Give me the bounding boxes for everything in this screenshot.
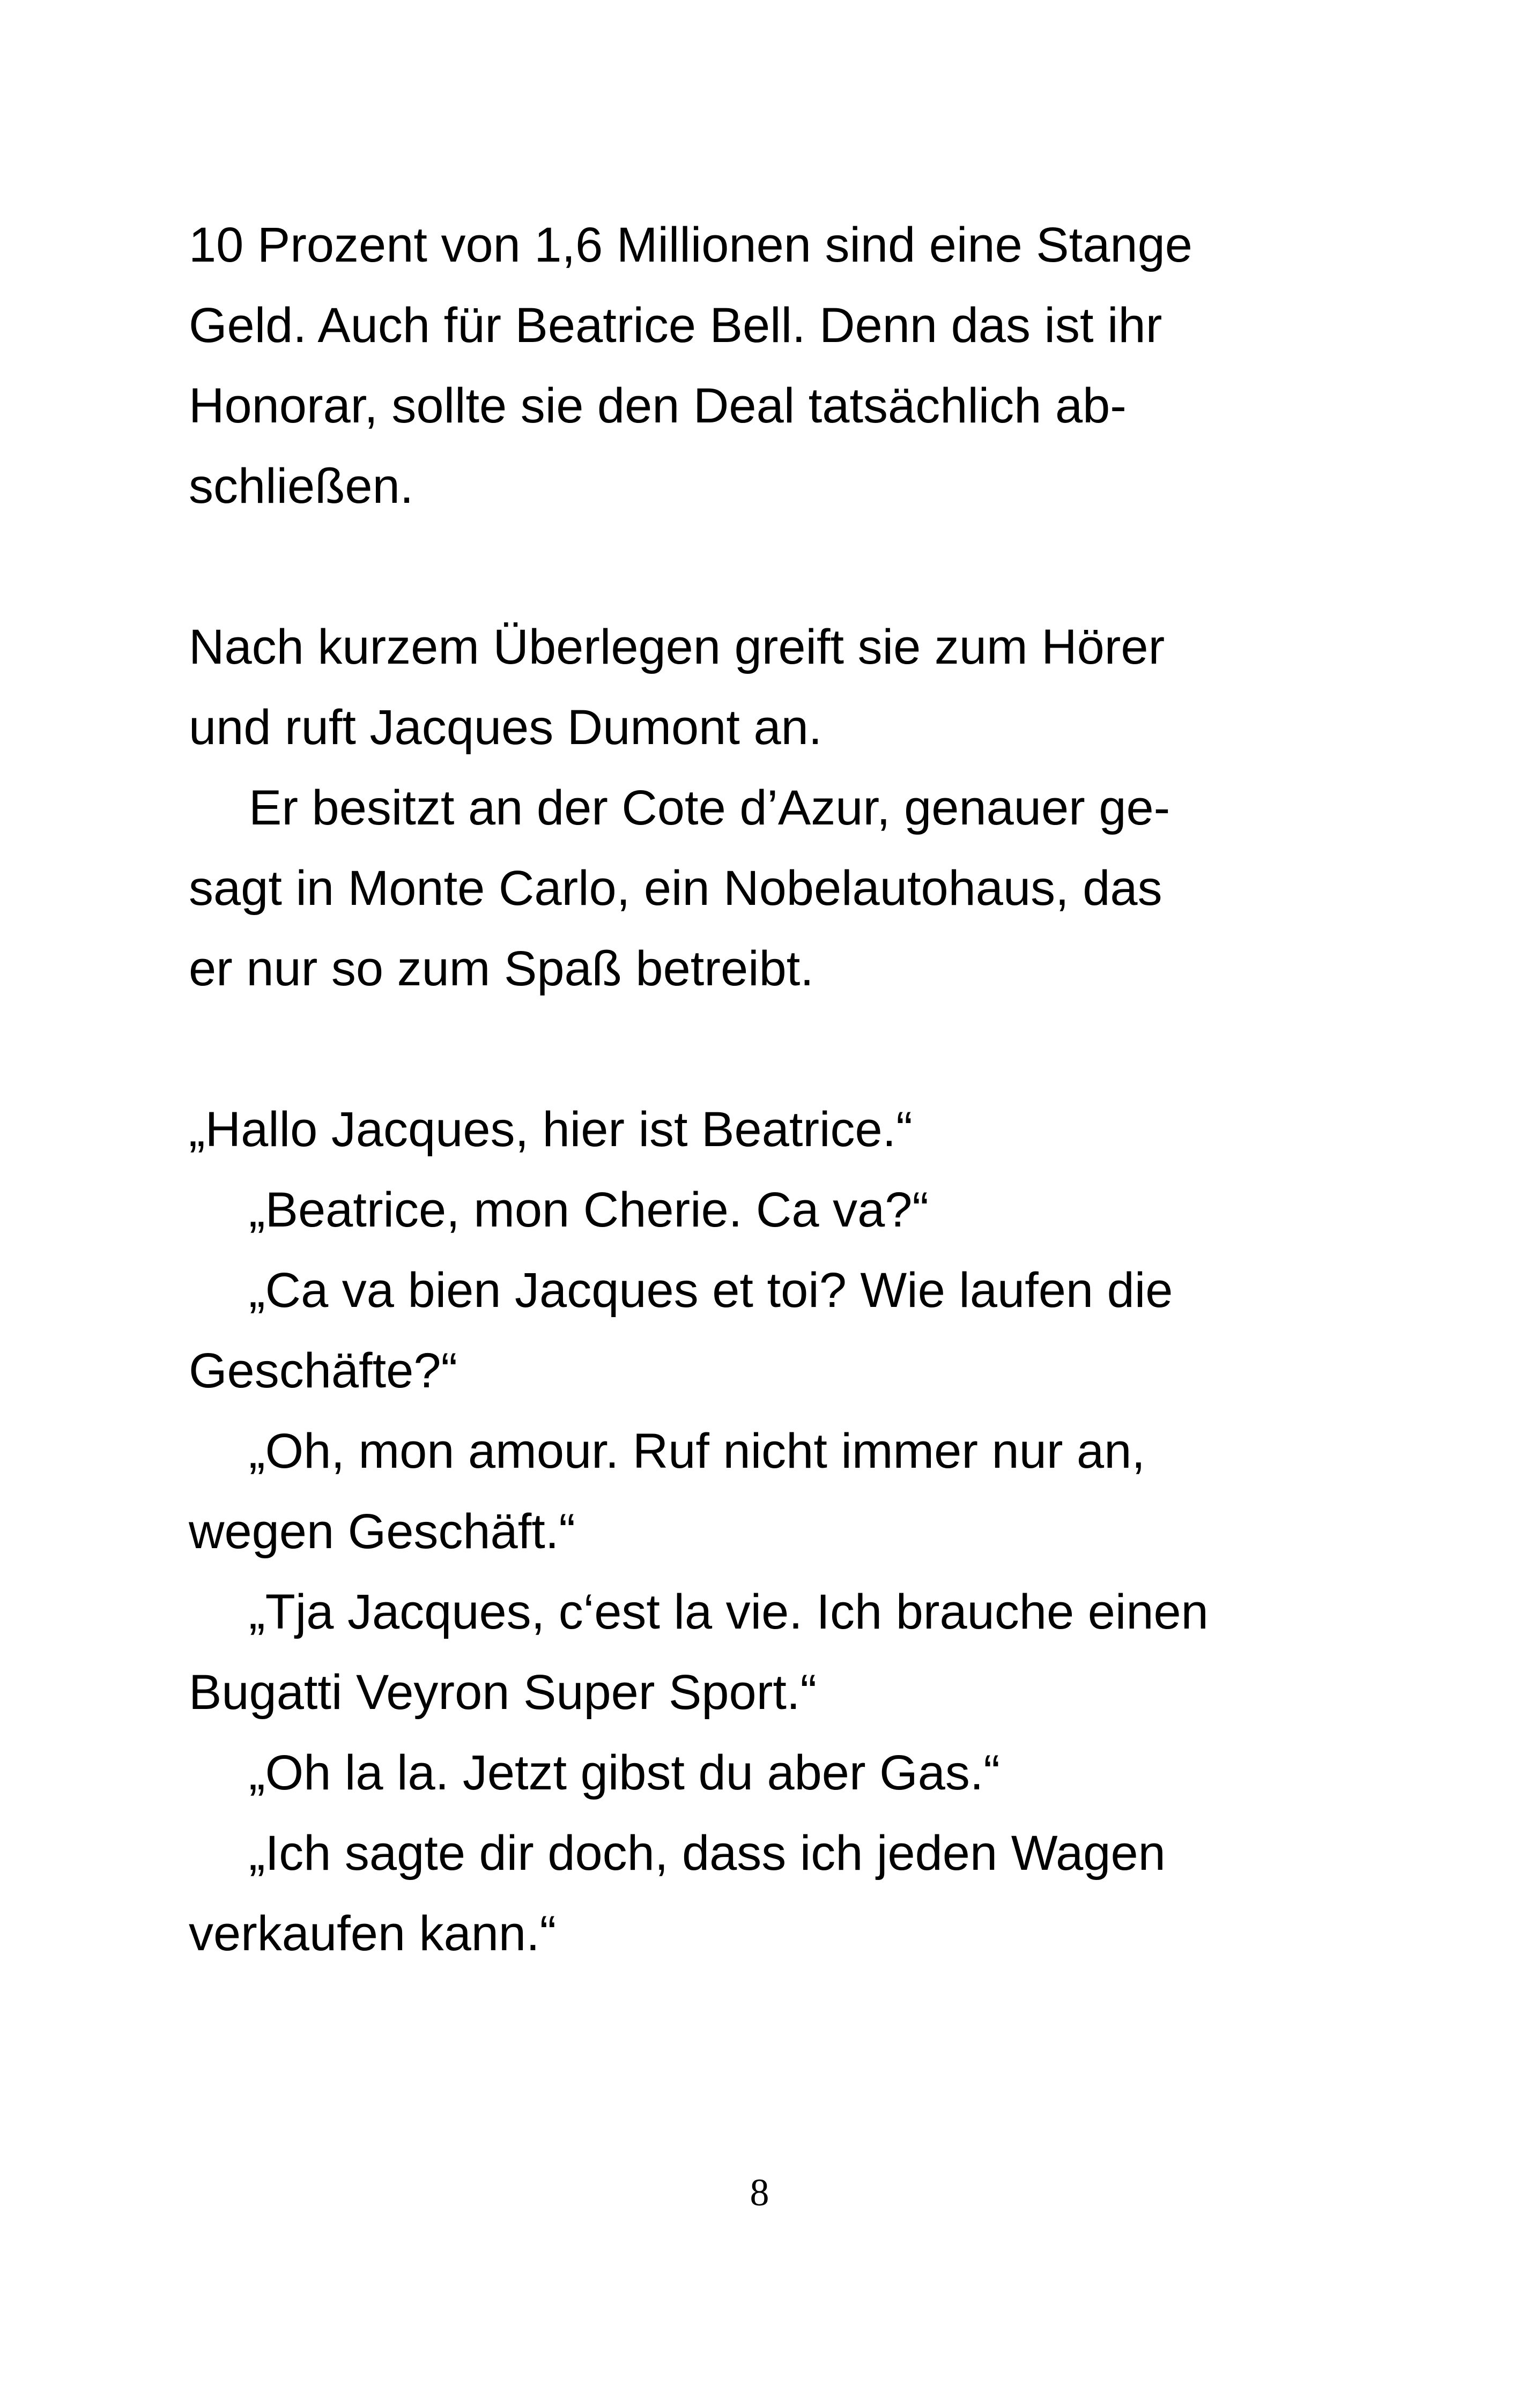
paragraph	[189, 1733, 1368, 1813]
text-line: „Oh la la. Jetzt gibst du aber Gas.“	[249, 1745, 1001, 1800]
paragraph	[189, 1572, 1368, 1733]
paragraph	[189, 1813, 1368, 1974]
paragraph	[189, 1170, 1368, 1250]
paragraph	[189, 205, 1368, 526]
paragraph	[189, 1089, 1368, 1170]
text-line: verkaufen kann.“	[189, 1906, 557, 1961]
page-number: 8	[750, 2171, 769, 2214]
text-line: schließen.	[189, 459, 414, 514]
text-line: er nur so zum Spaß betreibt.	[189, 941, 814, 996]
text-line: Er besitzt an der Cote d’Azur, genauer ge-	[249, 781, 1170, 835]
text-line: „Tja Jacques, c‘est la vie. Ich brauche einen	[249, 1585, 1209, 1639]
text-line: sagt in Monte Carlo, ein Nobelautohaus, das	[189, 861, 1162, 916]
paragraph	[189, 768, 1368, 1009]
paragraph-gap	[189, 1009, 1368, 1089]
text-line: und ruft Jacques Dumont an.	[189, 700, 823, 755]
text-line: „Hallo Jacques, hier ist Beatrice.“	[189, 1102, 913, 1157]
text-line: „Oh, mon amour. Ruf nicht immer nur an,	[249, 1424, 1145, 1478]
text-line: „Beatrice, mon Cherie. Ca va?“	[249, 1183, 929, 1237]
text-line: „Ich sagte dir doch, dass ich jeden Wagen	[249, 1826, 1166, 1881]
paragraph	[189, 1411, 1368, 1572]
text-line: Bugatti Veyron Super Sport.“	[189, 1665, 817, 1720]
text-line: Geld. Auch für Beatrice Bell. Denn das ist ihr	[189, 298, 1162, 353]
body-text	[189, 205, 1368, 1974]
paragraph-gap	[189, 526, 1368, 607]
text-line: 10 Prozent von 1,6 Millionen sind eine Stange	[189, 218, 1192, 272]
paragraph	[189, 1250, 1368, 1411]
text-line: wegen Geschäft.“	[189, 1504, 576, 1559]
text-line: Nach kurzem Überlegen greift sie zum Hörer	[189, 620, 1165, 674]
text-line: Geschäfte?“	[189, 1343, 458, 1398]
text-line: Honorar, sollte sie den Deal tatsächlich ab-	[189, 378, 1127, 433]
paragraph	[189, 607, 1368, 768]
text-line: „Ca va bien Jacques et toi? Wie laufen die	[249, 1263, 1173, 1318]
